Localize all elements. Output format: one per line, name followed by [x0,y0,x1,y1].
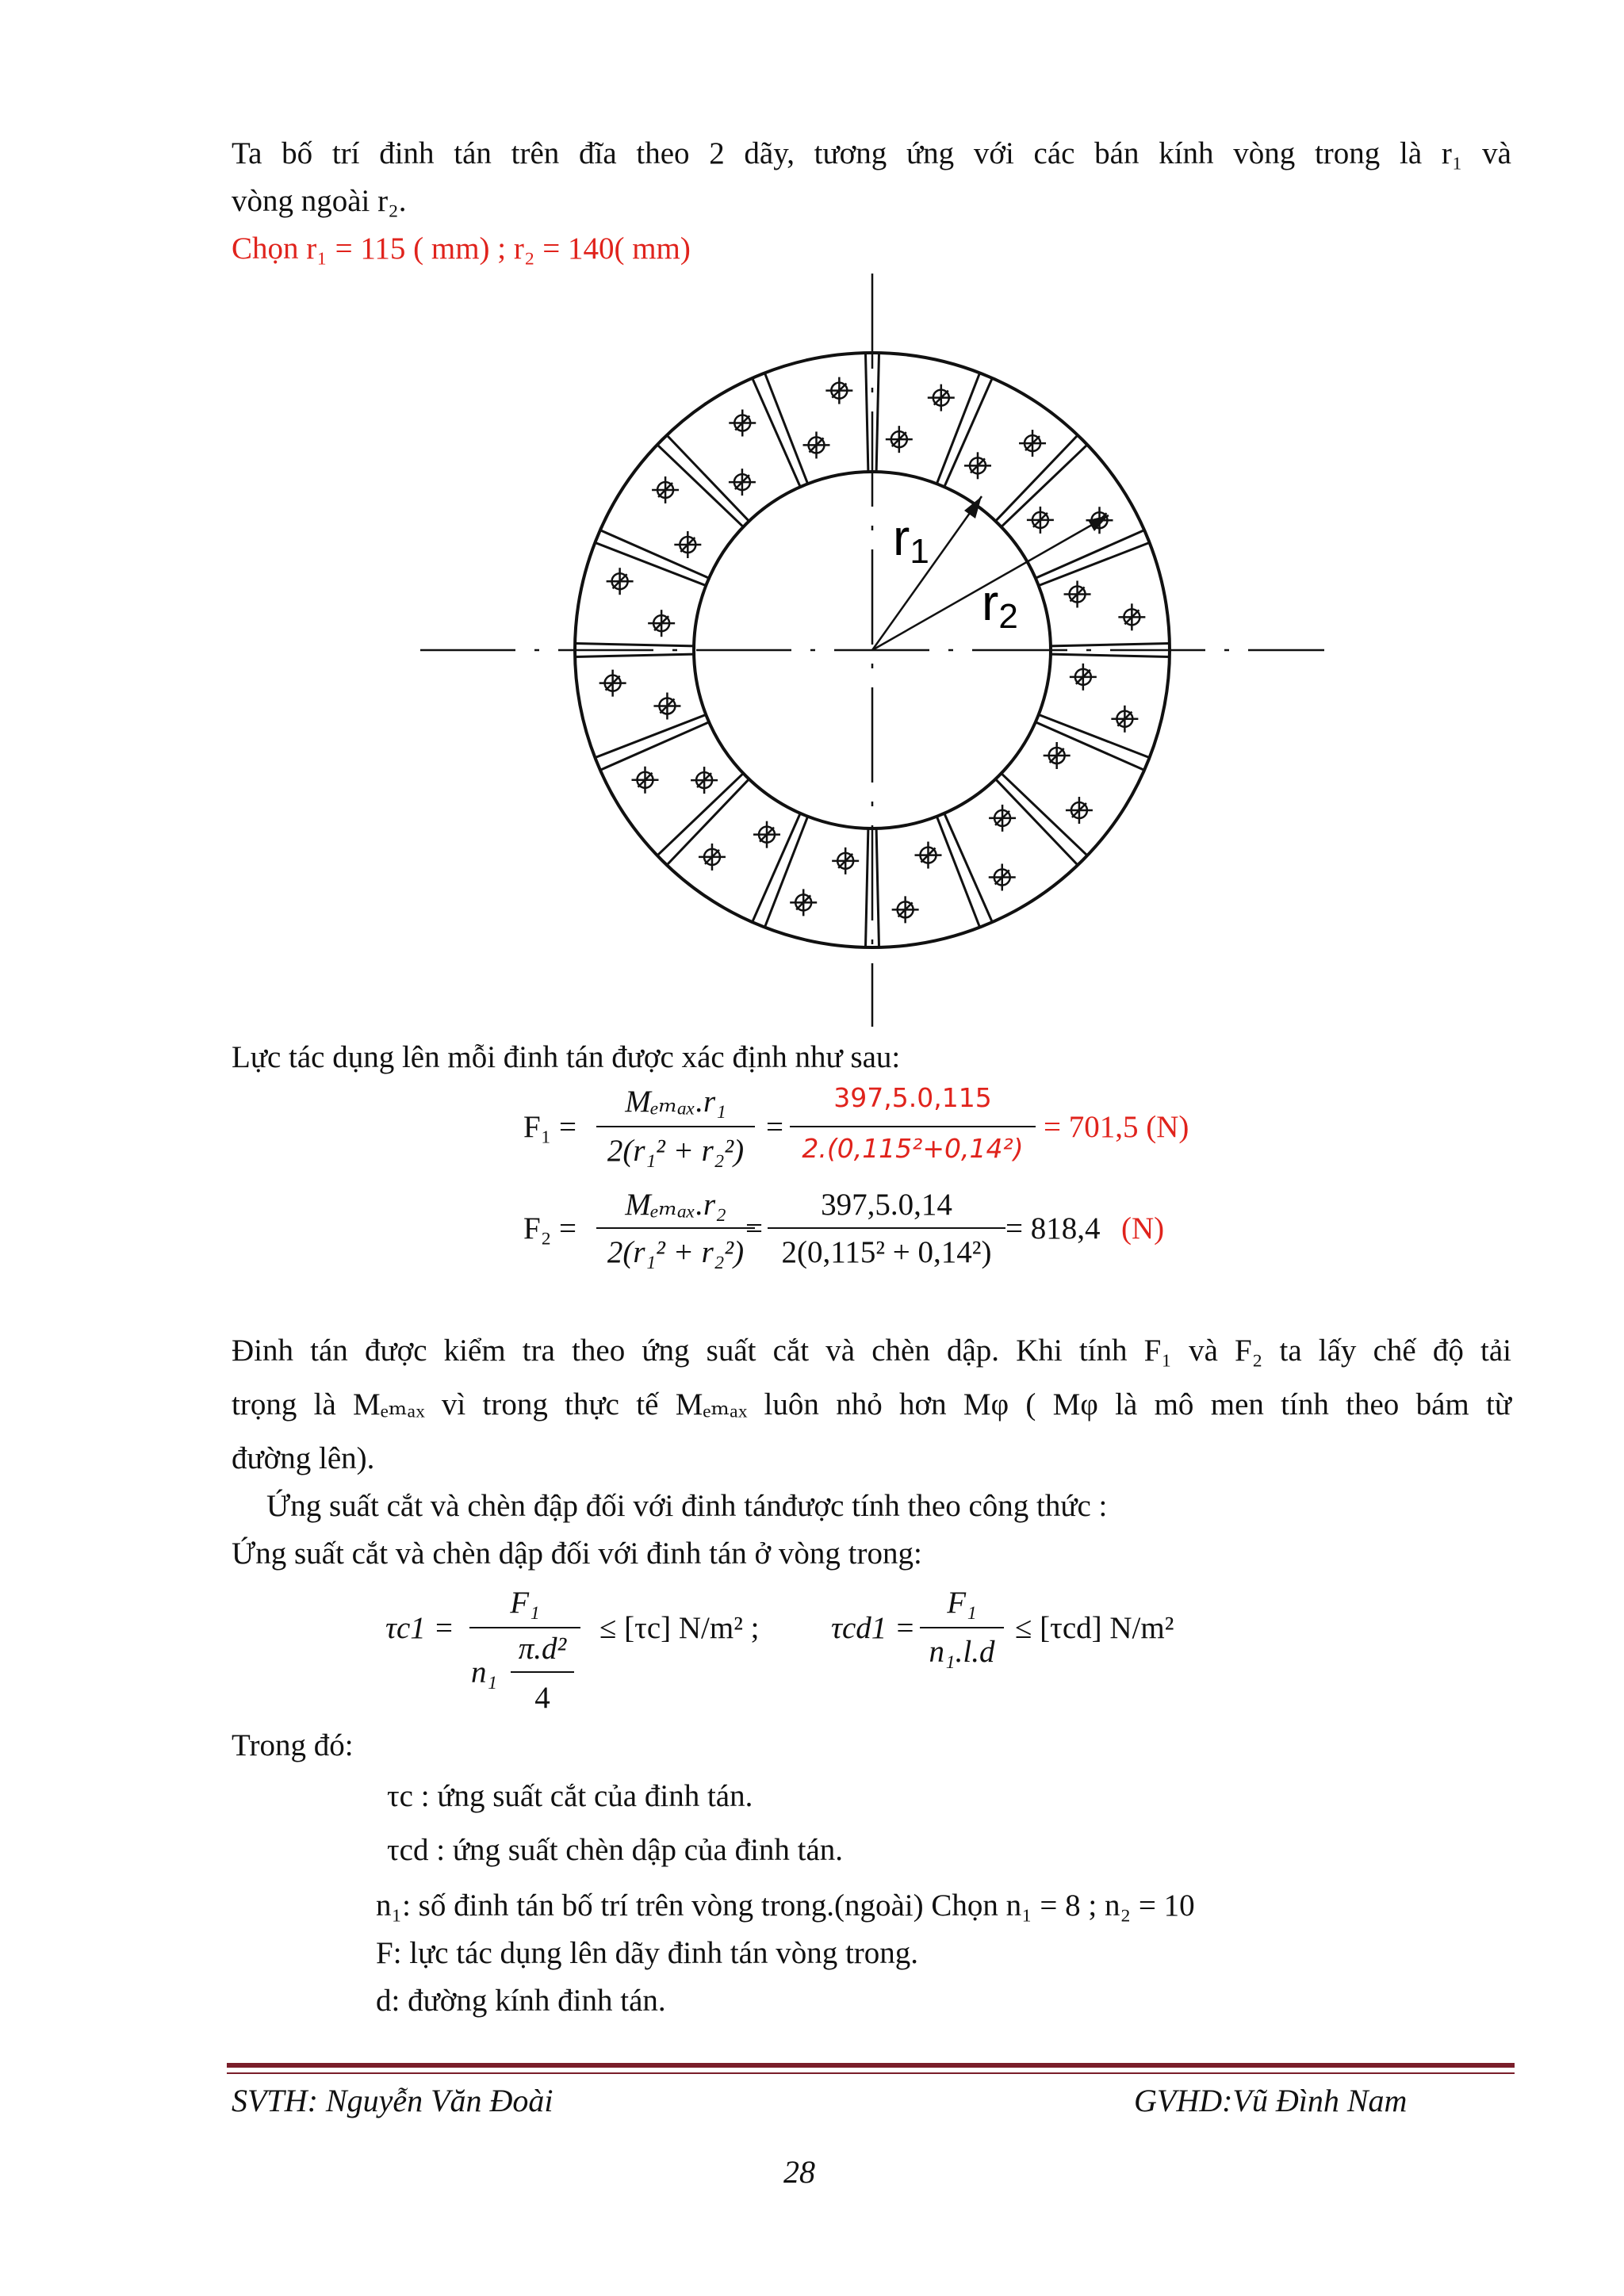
rivet-symbol-icon [653,692,680,719]
segment-slot-line [865,828,868,947]
f2-equals: = [745,1211,763,1246]
rivet-symbol-icon [989,864,1016,891]
footer-student: SVTH: Nguyễn Văn Đoài [232,2083,553,2118]
rivet-symbol-icon [1064,581,1091,608]
tau-c1-n: n₁ [471,1655,498,1689]
f2-value-numerator: 397,5.0,14 [821,1188,952,1222]
rivet-symbol-icon [652,476,679,503]
f1-lhs: F₁ = [523,1110,577,1144]
para-line-2: trọng là Mₑₘₐₓ vì trong thực tế Mₑₘₐₓ luôn nhỏ hơn Mφ ( Mφ là mô men tính theo bám từ [232,1387,1511,1422]
segment-slot-line [1002,445,1087,527]
rivet-symbol-icon [1027,507,1054,534]
segment-slot-line [764,373,807,484]
tau-cd1-lhs: τcd1 = [831,1611,916,1645]
segment-slot-line [1039,542,1150,585]
segment-slot-line [1051,643,1170,645]
rivet-symbol-icon [1111,706,1138,733]
para-line-4: Ứng suất cắt và chèn đập đối với đinh tánđược tính theo công thức : [266,1489,1108,1523]
segment-slot-line [753,378,801,487]
r1-arrow [872,496,982,650]
tau-cd1-rhs: ≤ [τcd] N/m² [1015,1611,1174,1645]
rivet-symbol-icon [729,409,756,436]
rivet-symbol-icon [964,452,991,479]
rivet-symbol-icon [989,805,1016,832]
where-item-n1: n₁: số đinh tán bố trí trên vòng trong.(ngoài) Chọn n₁ = 8 ; n₂ = 10 [376,1888,1195,1923]
f2-unit: (N) [1121,1211,1165,1246]
rivet-symbol-icon [1066,797,1093,824]
tau-c1-bar [469,1627,580,1628]
where-item-d: d: đường kính đinh tán. [376,1984,666,2018]
segment-slot-line [1051,654,1170,656]
f1-value-numerator: 397,5.0,115 [833,1082,992,1113]
r2-label: r2 [982,574,1018,636]
segment-slot-line [575,654,694,656]
para-line-1: Đinh tán được kiểm tra theo ứng suất cắt và chèn dập. Khi tính F₁ và F₂ ta lấy chế độ tải [232,1334,1511,1368]
rivet-symbol-icon [803,431,830,458]
tau-cd1-bar [920,1627,1004,1628]
tau-c1-inner-denominator: 4 [534,1681,550,1715]
where-item-f: F: lực tác dụng lên dãy đinh tán vòng trong. [376,1936,919,1970]
segment-slot-line [876,828,879,947]
rivet-symbol-icon [753,821,780,848]
para-line-3: đường lên). [232,1441,375,1475]
r1-label: r1 [893,509,929,571]
f1-value-bar [790,1126,1036,1127]
rivet-symbol-icon [1044,742,1071,769]
rivet-symbol-icon [832,848,859,874]
rivet-symbol-icon [599,670,626,697]
f2-numerator: Mₑₘₐₓ.r₂ [625,1188,726,1222]
where-item-tau-cd: τcd : ứng suất chèn dập của đinh tán. [387,1833,844,1867]
f2-denominator: 2(r₁² + r₂²) [607,1235,745,1269]
rivet-disc-diagram [412,270,1332,1031]
footer-rule-thin [227,2072,1515,2074]
segment-slot-line [667,435,749,521]
rivet-symbol-icon [892,896,919,923]
f1-denominator: 2(r₁² + r₂²) [607,1134,745,1168]
force-intro: Lực tác dụng lên mỗi đinh tán được xác định như sau: [232,1040,901,1074]
f1-equals: = [766,1110,783,1144]
rivet-symbol-icon [1070,664,1097,691]
tau-c1-rhs: ≤ [τc] N/m² ; [599,1611,760,1645]
tau-cd1-numerator: F₁ [947,1586,977,1620]
rivet-symbol-icon [699,844,726,871]
segment-slot-line [944,813,993,922]
segment-slot-line [657,773,743,855]
f1-result: = 701,5 (N) [1044,1110,1189,1144]
rivet-symbol-icon [729,469,756,496]
f2-value-bar [768,1227,1005,1229]
f1-value-denominator: 2.(0,115²+0,14²) [802,1133,1024,1164]
f1-fraction-bar [596,1126,755,1127]
intro-line-2: vòng ngoài r₂. [232,184,407,218]
where-title: Trong đó: [232,1728,354,1762]
segment-slot-line [876,353,879,472]
segment-slot-line [995,779,1078,865]
rivet-symbol-icon [631,767,658,794]
rivet-symbol-icon [648,610,675,637]
segment-slot-line [600,722,709,771]
tau-c1-lhs: τc1 = [385,1611,454,1645]
rivet-symbol-icon [886,426,913,453]
segment-slot-line [667,779,749,865]
rivet-symbol-icon [928,385,955,411]
footer-rule-thick [227,2063,1515,2068]
segment-slot-line [575,643,694,645]
rivet-symbol-icon [607,568,634,595]
tau-c1-inner-bar [511,1671,574,1673]
rivet-symbol-icon [674,531,701,558]
f2-fraction-bar [596,1227,755,1229]
rivet-symbol-icon [691,767,718,794]
segment-slot-line [936,817,979,928]
where-item-tau-c: τc : ứng suất cắt của đinh tán. [387,1779,753,1813]
segment-slot-line [595,714,706,757]
footer-supervisor: GVHD:Vũ Đình Nam [1134,2083,1408,2118]
para-line-5: Ứng suất cắt và chèn dập đối với đinh tán ở vòng trong: [232,1536,922,1571]
rivet-symbol-icon [1019,430,1046,457]
rivet-symbol-icon [1118,603,1145,630]
f1-numerator: Mₑₘₐₓ.r₁ [625,1085,726,1119]
tau-c1-inner-numerator: π.d² [518,1632,567,1666]
segment-slot-line [865,353,868,472]
rivet-symbol-icon [914,842,941,869]
radius-choice: Chọn r₁ = 115 ( mm) ; r₂ = 140( mm) [232,232,691,266]
segment-slot-line [995,435,1078,521]
rivet-symbol-icon [825,377,852,404]
f2-result: = 818,4 [1005,1211,1101,1246]
f2-value-denominator: 2(0,115² + 0,14²) [781,1235,992,1269]
tau-cd1-denominator: n₁.l.d [929,1635,995,1669]
page-number: 28 [783,2154,815,2190]
tau-c1-numerator: F₁ [510,1586,540,1620]
rivet-symbol-icon [790,889,817,916]
intro-line-1: Ta bố trí đinh tán trên đĩa theo 2 dãy, tương ứng với các bán kính vòng trong là r₁ và [232,136,1511,170]
segment-slot-line [1036,530,1144,579]
f2-lhs: F₂ = [523,1211,577,1246]
